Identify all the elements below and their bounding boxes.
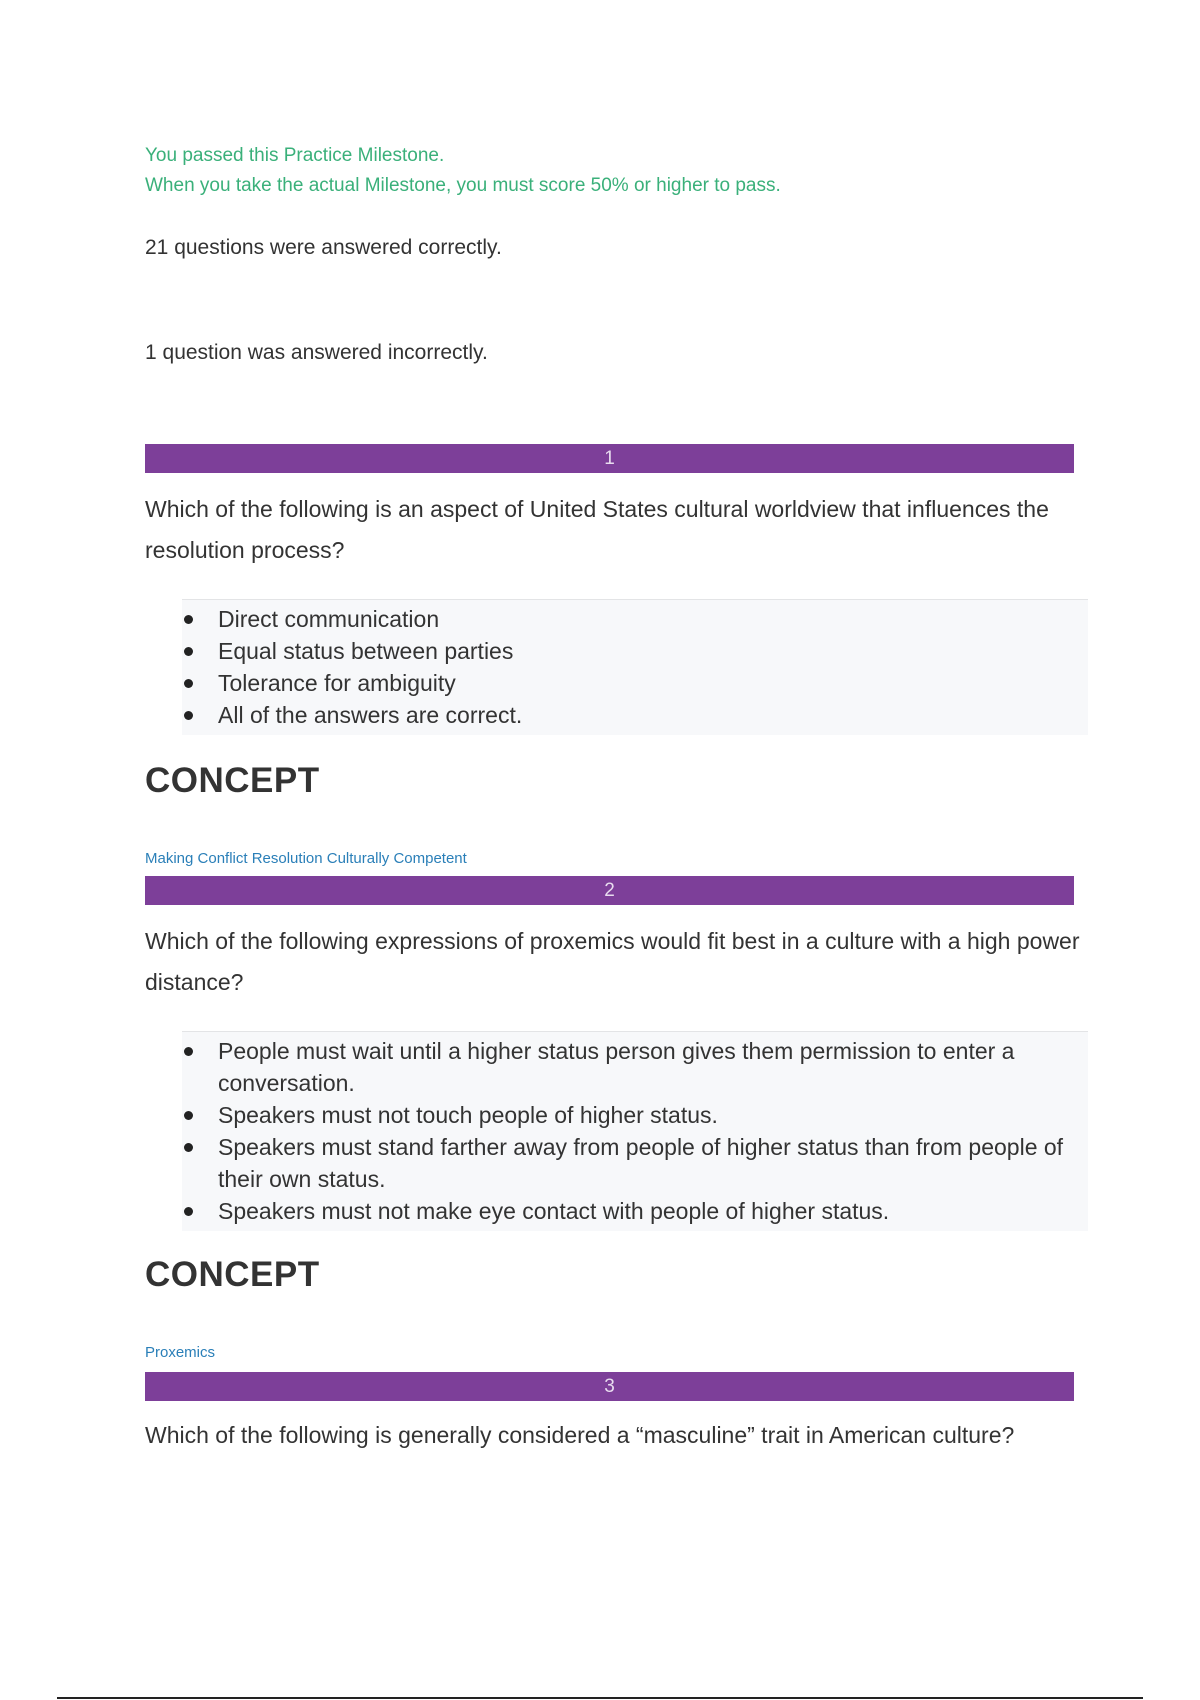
pass-message: You passed this Practice Milestone. [145, 145, 445, 166]
answer-text: Speakers must not touch people of higher status. [218, 1102, 718, 1128]
pass-requirement-message: When you take the actual Milestone, you must score 50% or higher to pass. [145, 175, 781, 196]
bullet-icon [184, 1047, 193, 1056]
incorrect-summary: 1 question was answered incorrectly. [145, 341, 488, 364]
bullet-icon [184, 615, 193, 624]
bullet-icon [184, 679, 193, 688]
answer-option [182, 1131, 1088, 1195]
bullet-icon [184, 1111, 193, 1120]
answer-option [182, 1035, 1088, 1099]
question-text: Which of the following is generally considered a “masculine” trait in American culture? [145, 1422, 1015, 1448]
answer-text: Equal status between parties [218, 638, 514, 664]
question-text: Which of the following expressions of proxemics would fit best in a culture with a high power distance? [145, 928, 1080, 995]
answer-option [182, 699, 1088, 731]
question-number-bar: 1 [145, 444, 1074, 473]
question-number-bar: 3 [145, 1372, 1074, 1401]
bullet-icon [184, 1207, 193, 1216]
answer-option [182, 1195, 1088, 1227]
question-number-bar: 2 [145, 876, 1074, 905]
concept-link[interactable]: Making Conflict Resolution Culturally Competent [145, 850, 467, 867]
bullet-icon [184, 1143, 193, 1152]
answer-option [182, 667, 1088, 699]
answer-text: People must wait until a higher status person gives them permission to enter a conversation. [218, 1038, 1015, 1096]
concept-heading: CONCEPT [145, 761, 320, 800]
answer-text: Speakers must not make eye contact with people of higher status. [218, 1198, 890, 1224]
answer-text: All of the answers are correct. [218, 702, 523, 728]
correct-summary: 21 questions were answered correctly. [145, 236, 502, 259]
answer-option [182, 603, 1088, 635]
answer-text: Tolerance for ambiguity [218, 670, 456, 696]
question-text: Which of the following is an aspect of United States cultural worldview that influences the resolution process? [145, 496, 1049, 563]
concept-link[interactable]: Proxemics [145, 1344, 216, 1361]
bullet-icon [184, 711, 193, 720]
bullet-icon [184, 647, 193, 656]
answer-option [182, 1099, 1088, 1131]
answer-list [182, 599, 1088, 735]
concept-heading: CONCEPT [145, 1255, 320, 1294]
answer-text: Speakers must stand farther away from people of higher status than from people of their own status. [218, 1134, 1064, 1192]
answer-option [182, 635, 1088, 667]
answer-list [182, 1031, 1088, 1231]
page-divider [57, 1697, 1143, 1699]
answer-text: Direct communication [218, 606, 440, 632]
